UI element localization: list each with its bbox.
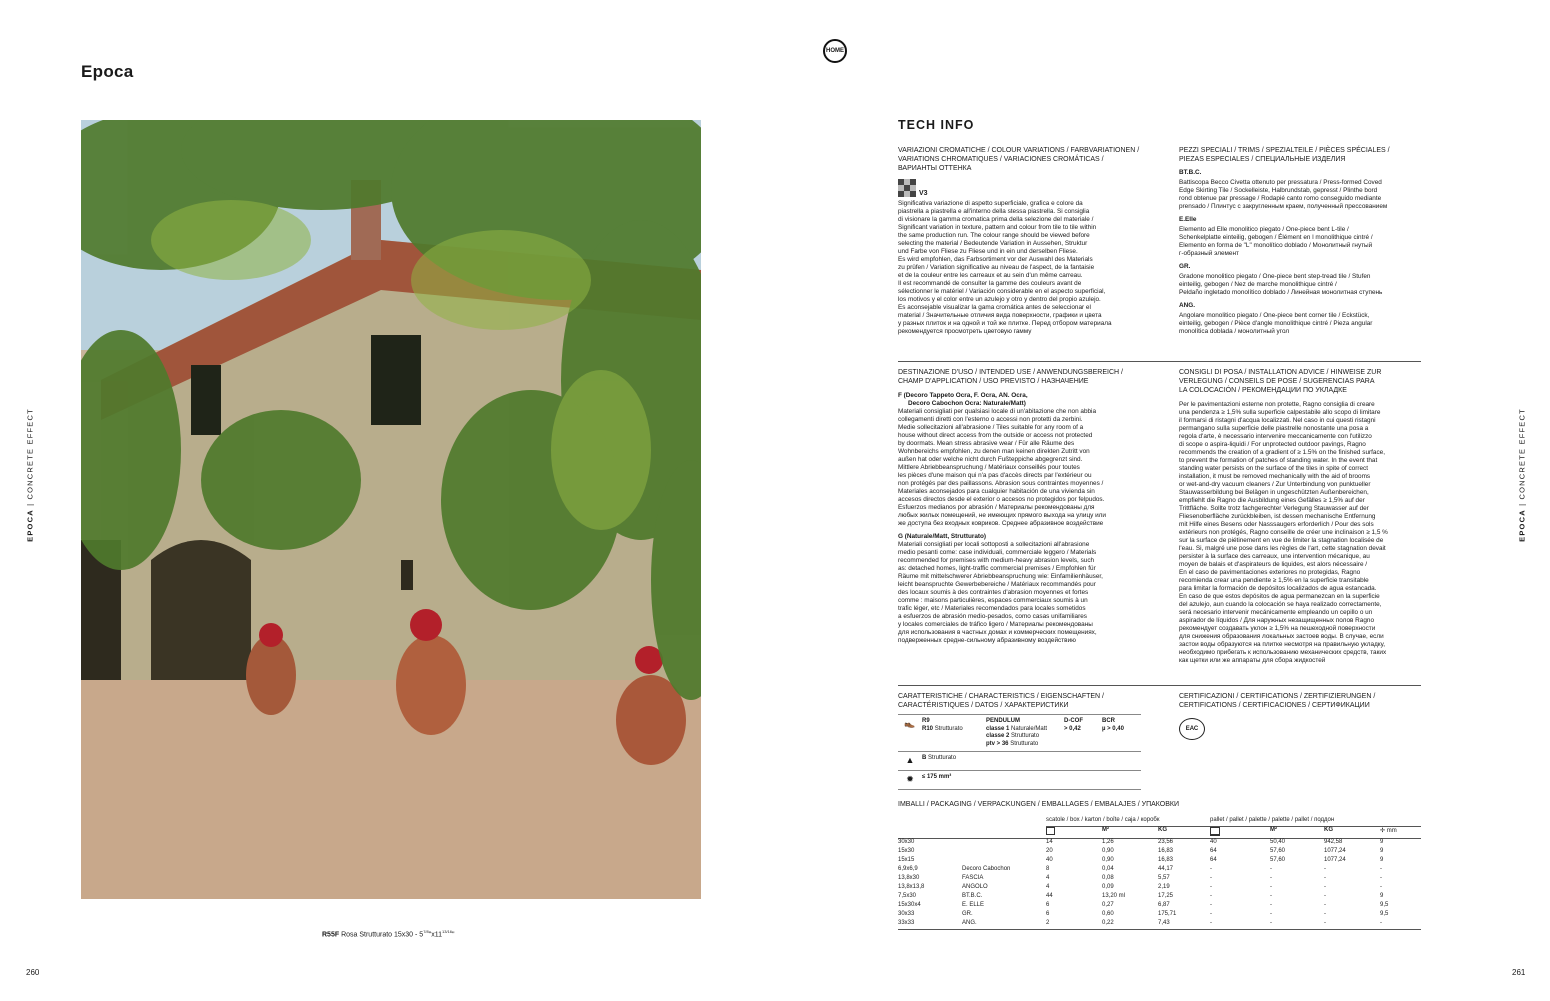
text-line: una pendenza ≥ 1,5% sulla superficie calpestabile allo scopo di limitare (1179, 409, 1381, 416)
table-cell: 13,8x30 (898, 875, 920, 881)
text-line: installation, it must be removed mechanically with the aid of brooms (1179, 473, 1371, 480)
text-line: рекомендует создавать уклон ≥ 1,5% на пешеходной поверхности (1179, 625, 1376, 632)
box-label: scatole / box / karton / boîte / caja / коробк (1046, 817, 1210, 827)
table-cell: 0,27 (1102, 902, 1114, 908)
pallet-label: pallet / pallet / palette / palette / pallet / поддон (1210, 817, 1421, 827)
side-brand: EPOCA (1517, 509, 1527, 542)
table-cell: Decoro Cabochon (962, 866, 1011, 872)
table-row (898, 902, 1421, 911)
caption-end: " (452, 931, 455, 939)
table-cell: 40 (1046, 857, 1053, 863)
text-line: persister à la surface des carreaux, une intervention mécanique, au (1179, 553, 1370, 560)
text-line: et de la couleur entre les carreaux et au sein d'un même carreau. (898, 272, 1083, 279)
table-cell: 1077,24 (1324, 848, 1346, 854)
text-line: En el caso de pavimentaciones exteriores no protegidas, Ragno (1179, 569, 1361, 576)
abrasion-row: ✹ ≤ 175 mm³ (898, 774, 1141, 786)
text-line: Materiales aconsejados para cualquier habitación de una vivienda sin (898, 488, 1095, 495)
table-cell: 13,8x13,8 (898, 884, 925, 890)
col-kg: KG (1158, 827, 1167, 833)
trims-list (1179, 169, 1424, 336)
side-category: CONCRETE EFFECT (25, 408, 35, 500)
text-line: любых жилых помещений, не имеющих прямого выхода на улицу или (898, 512, 1106, 519)
col-m2: M² (1102, 827, 1109, 833)
table-cell: 0,90 (1102, 848, 1114, 854)
b-row: ▲ B Strutturato (898, 755, 1141, 767)
text-line: los motivos y el color entre un azulejo y otro y dentro del propio azulejo. (898, 296, 1101, 303)
colour-code: V3 (919, 190, 928, 197)
table-cell: 9 (1380, 848, 1384, 854)
use-f-body (898, 408, 1143, 528)
install-header: CONSIGLI DI POSA / INSTALLATION ADVICE / HINWEISE ZUR VERLEGUNG / CONSEILS DE POSE / SUGERENCIAS PARA LA COLOCACIÓN / РЕКОМЕНДАЦИИ ПО УКЛАДКЕ (1179, 369, 1382, 394)
page-number-right: 261 (1512, 968, 1526, 977)
text-line: Il est recommandé de consulter la gamme des couleurs avant de (898, 280, 1082, 287)
trim-line: Battiscopa Becco Civetta ottenuto per pressatura / Press-formed Coved (1179, 179, 1382, 186)
colour-body (898, 200, 1148, 336)
certifications-section (1179, 692, 1424, 740)
side-label-left (20, 410, 40, 540)
trim-line: Edge Skirting Tile / Sockelleiste, Halbrundstab, gepresst / Plinthe bord (1179, 187, 1378, 194)
text-line: di visionare la gamma cromatica prima della selezione del materiale / (898, 216, 1094, 223)
table-cell: 44,17 (1158, 866, 1174, 872)
text-line: recommended for premises with medium-heavy abrasion levels, such (898, 557, 1095, 564)
table-cell: 57,60 (1270, 857, 1286, 863)
table-cell: 9 (1380, 839, 1384, 845)
table-cell (962, 839, 1046, 849)
table-cell: - (1210, 902, 1212, 908)
text-line: trafic léger, etc / Materiales recomendados para locales sometidos (898, 605, 1086, 612)
table-cell: 175,71 (1158, 911, 1177, 917)
text-line: застои воды образуются на плитке несмотря на правильную укладку, (1179, 641, 1386, 648)
text-line: extérieurs non protégés, Ragno conseille de créer une inclinaison ≥ 1,5 % (1179, 529, 1388, 536)
text-line: Significant variation in texture, pattern and colour from tile to tile within (898, 224, 1097, 231)
table-cell: - (1210, 884, 1212, 890)
caption-text: Rosa Strutturato 15x30 - 5 (341, 931, 424, 939)
trim-item (1179, 263, 1424, 297)
table-cell: 6 (1046, 902, 1050, 908)
table-cell (962, 857, 1046, 866)
trim-line: Schenkelplatte einteilig, gebogen / Élément en l monolithique cintré / (1179, 234, 1373, 241)
installation-section (1179, 368, 1424, 665)
install-body (1179, 401, 1424, 665)
table-cell: 15x30 (898, 848, 915, 854)
table-cell: 33x33 (898, 920, 915, 926)
eac-logo: ЕАС (1179, 718, 1205, 740)
text-line: außen hat oder welche nicht durch Fußteppiche abgegrenzt sind. (898, 456, 1083, 463)
trim-line: rond obtenue par pressage / Rodapié canto romo conseguido mediante (1179, 195, 1382, 202)
table-cell: 57,60 (1270, 848, 1286, 854)
table-cell: - (1380, 866, 1382, 872)
table-cell: - (1270, 893, 1272, 899)
foot-icon: ▲ (905, 755, 915, 766)
table-cell: - (1210, 911, 1212, 917)
table-cell: 0,08 (1102, 875, 1114, 881)
trim-line: Peldaño ingletado monolítico doblado / Линейная монолитная ступень (1179, 289, 1383, 296)
table-cell: 30x30 (898, 839, 915, 845)
table-cell: BT.B.C. (962, 893, 983, 899)
table-cell: 8 (1046, 866, 1050, 872)
shoe-icon: 👞 (904, 718, 916, 729)
intended-use-section (898, 368, 1143, 645)
table-cell: ANGOLO (962, 884, 988, 890)
table-cell: 4 (1046, 884, 1050, 890)
colour-header: VARIAZIONI CROMATICHE / COLOUR VARIATIONS / FARBVARIATIONEN / VARIATIONS CHROMATIQUES / VARIACIONES CROMÁTICAS / ВАРИАНТЫ ОТТЕНКА (898, 147, 1140, 172)
table-cell: - (1210, 893, 1212, 899)
table-cell: 5,57 (1158, 875, 1170, 881)
trim-line: Angolare monolitico piegato / One-piece bent corner tile / Eckstück, (1179, 312, 1370, 319)
home-label: HOME (826, 48, 844, 54)
text-line: regola d'arte, è necessario intervenire meccanicamente con l'utilizzo (1179, 433, 1372, 440)
table-cell: FASCIA (962, 875, 984, 881)
table-cell (962, 848, 1046, 857)
table-cell: - (1324, 866, 1326, 872)
text-line: же доступа без входных ковриков. Среднее абразивное воздействие (898, 520, 1104, 527)
text-line: comme : maisons particulières, espaces commerciaux soumis à un (898, 597, 1088, 604)
use-g-body (898, 541, 1143, 645)
text-line: Stauwasserbildung bei Belägen in ungeschützten Außenbereichen, (1179, 489, 1369, 496)
slip-row: 👞 R9 R10 Strutturato PENDULUM classe 1 Naturale/Matt classe 2 Strutturato ptv > 36 Strutturato D-COF > 0,42 BCR µ > 0,40 (898, 718, 1141, 748)
side-brand: EPOCA (25, 509, 35, 542)
characteristics-section (898, 692, 1141, 790)
table-cell: 40 (1210, 839, 1217, 845)
photo-caption (322, 929, 455, 938)
table-cell: - (1270, 911, 1272, 917)
trims-section (1179, 146, 1424, 336)
table-cell: - (1270, 902, 1272, 908)
table-cell: 6,87 (1158, 902, 1170, 908)
trim-line: einteilig, gebogen / Nez de marche monolithique cintré / (1179, 281, 1337, 288)
table-cell: 9,5 (1380, 902, 1389, 908)
text-line: Materiali consigliati per qualsiasi locale di un'abitazione che non abbia (898, 408, 1097, 415)
table-cell: E. ELLE (962, 902, 985, 908)
text-line: recommends the creation of a gradient of ≥ 1.5% on the finished surface, (1179, 449, 1385, 456)
table-cell: 16,83 (1158, 857, 1174, 863)
text-line: для использования в частных домах и коммерческих помещениях, (898, 629, 1097, 636)
caption-sup2: 13/16 (442, 929, 453, 934)
pallet-icon (1210, 827, 1220, 836)
text-line: Significativa variazione di aspetto superficiale, grafica e colore da (898, 200, 1083, 207)
table-cell: 44 (1046, 893, 1053, 899)
table-cell: 30x33 (898, 911, 915, 917)
text-line: piastrella a piastrella e all'interno della stessa piastrella. Si consiglia (898, 208, 1090, 215)
text-line: medio pesanti come: case individuali, commerciale leggero / Materials (898, 549, 1097, 556)
trim-line: Elemento ad Elle monolitico piegato / One-piece bent L-tile / (1179, 226, 1349, 233)
text-line: zu prüfen / Variation significative au niveau de l'aspect, de la fantaisie (898, 264, 1095, 271)
side-label-right (1512, 410, 1532, 540)
text-line: collegamenti diretti con l'esterno o accessi non protetti da zerbini. (898, 416, 1083, 423)
text-line: a esfuerzos de abrasión medio-pesados, como casas unifamiliares (898, 613, 1087, 620)
text-line: Wohnbereichs empfohlen, zu denen man keinen direkten Zutritt von (898, 448, 1090, 455)
table-cell: 0,60 (1102, 911, 1114, 917)
text-line: il formarsi di ristagni d'acqua localizzati. Nel caso in cui questi ristagni (1179, 417, 1376, 424)
table-row (898, 884, 1421, 893)
text-line: del azulejo, aun cuando la colocación se haya realizado correctamente, (1179, 601, 1382, 608)
table-cell: 2 (1046, 920, 1050, 926)
table-cell: - (1380, 884, 1382, 890)
table-cell: 15x30x4 (898, 902, 921, 908)
table-cell: 20 (1046, 848, 1053, 854)
caption-sup1: 7/8 (423, 929, 429, 934)
table-cell: 64 (1210, 848, 1217, 854)
villa-illustration (81, 120, 701, 899)
packaging-section (898, 800, 1421, 930)
caption-mid: "x11 (428, 931, 443, 939)
table-cell: 7,5x30 (898, 893, 917, 899)
text-line: di scope o aspira-liquidi / For unprotected outdoor pavings, Ragno (1179, 441, 1366, 448)
text-line: será necesario intervenir mecánicamente empleando un cepillo o un (1179, 609, 1373, 616)
table-cell: 23,56 (1158, 839, 1174, 845)
divider (898, 685, 1421, 686)
home-button[interactable] (823, 39, 847, 63)
tech-info-title: TECH INFO (898, 118, 975, 132)
table-row (898, 875, 1421, 884)
table-cell: - (1210, 866, 1212, 872)
table-cell: 16,83 (1158, 848, 1174, 854)
trim-line: monolítica doblada / монолитный угол (1179, 328, 1290, 335)
table-cell: - (1270, 875, 1272, 881)
table-cell: 50,40 (1270, 839, 1286, 845)
text-line: Esfuerzos medianos por abrasión / Материалы рекомендованы для (898, 504, 1095, 511)
table-row (898, 920, 1421, 930)
trim-item (1179, 169, 1424, 211)
text-line: material / Значительные отличия вида поверхности, графики и цвета (898, 312, 1102, 319)
table-cell: 942,58 (1324, 839, 1343, 845)
characteristics-header: CARATTERISTICHE / CHARACTERISTICS / EIGENSCHAFTEN / CARACTÉRISTIQUES / DATOS / ХАРАКТЕРИСТИКИ (898, 693, 1105, 709)
packaging-header: IMBALLI / PACKAGING / VERPACKUNGEN / EMBALLAGES / EMBALAJES / УПАКОВКИ (898, 801, 1180, 808)
table-cell: 2,19 (1158, 884, 1170, 890)
side-sep: | (1517, 499, 1527, 510)
table-row (898, 866, 1421, 875)
text-line: to prevent the formation of patches of standing water. In the event that (1179, 457, 1378, 464)
text-line: Mittlere Abriebbeanspruchung / Matériaux conseillés pour toutes (898, 464, 1080, 471)
table-cell: 1,26 (1102, 839, 1114, 845)
text-line: для снижения образования локальных застоев воды. В случае, если (1179, 633, 1384, 640)
table-cell: 4 (1046, 875, 1050, 881)
text-line: selecting the material / Bedeutende Variation in Aussehen, Struktur (898, 240, 1088, 247)
table-cell: 1077,24 (1324, 857, 1346, 863)
table-cell: 0,22 (1102, 920, 1114, 926)
text-line: подверженных средне-сильному абразивному воздействию (898, 637, 1076, 644)
table-row (898, 839, 1421, 849)
text-line: the same production run. The colour range should be viewed before (898, 232, 1090, 239)
text-line: by doormats. Mean stress abrasive wear / Für alle Räume des (898, 440, 1075, 447)
table-cell: 9 (1380, 857, 1384, 863)
table-cell: 0,04 (1102, 866, 1114, 872)
text-line: as: detached homes, light-traffic commercial premises / Empfohlen für (898, 565, 1096, 572)
text-line: leicht beanspruchte Gewerbebereiche / Matériaux recommandés pour (898, 581, 1096, 588)
colour-variation-icon (898, 179, 916, 197)
trim-line: Elemento en forma de "L" monolítico doblado / Монолитный гнутый (1179, 242, 1373, 249)
table-cell: - (1210, 875, 1212, 881)
trim-line: г-образный элемент (1179, 250, 1239, 257)
side-category: CONCRETE EFFECT (1517, 408, 1527, 500)
table-cell: 0,09 (1102, 884, 1114, 890)
table-cell: - (1324, 920, 1326, 926)
table-row (898, 893, 1421, 902)
divider (898, 361, 1421, 362)
text-line: Medie sollecitazioni all'abrasione / Tiles suitable for any room of a (898, 424, 1084, 431)
table-cell: 14 (1046, 839, 1053, 845)
table-cell: 9,5 (1380, 911, 1389, 917)
text-line: recomienda crear una pendiente ≥ 1,5% en la superficie transitable (1179, 577, 1369, 584)
text-line: l'eau. Si, malgré une pose dans les règles de l'art, cette stagnation devait (1179, 545, 1386, 552)
text-line: Es wird empfohlen, das Farbsortiment vor der Auswahl des Materials (898, 256, 1093, 263)
table-cell: ANG. (962, 920, 977, 926)
text-line: non protégés par des paillassons. Abrasion sous contraintes moyennes / (898, 480, 1104, 487)
trim-item (1179, 302, 1424, 336)
table-cell: 0,90 (1102, 857, 1114, 863)
table-cell: 17,25 (1158, 893, 1174, 899)
trims-header: PEZZI SPECIALI / TRIMS / SPEZIALTEILE / PIÈCES SPÉCIALES / PIEZAS ESPECIALES / СПЕЦИАЛЬНЫЕ ИЗДЕЛИЯ (1179, 147, 1390, 163)
text-line: sur la surface de piétinement en vue de limiter la stagnation localisée de (1179, 537, 1384, 544)
table-cell: 13,20 ml (1102, 893, 1126, 899)
trim-code: E.Elle (1179, 216, 1197, 223)
text-line: Per le pavimentazioni esterne non protette, Ragno consiglia di creare (1179, 401, 1375, 408)
trim-code: BT.B.C. (1179, 169, 1202, 176)
colour-variations-section (898, 146, 1148, 336)
table-cell: 7,43 (1158, 920, 1170, 926)
text-line: empfiehlt die Ragno die Ausbildung eines Gefälles ≥ 1,5% auf der (1179, 497, 1365, 504)
table-cell: - (1270, 866, 1272, 872)
page-number-left: 260 (26, 968, 40, 977)
trim-code: GR. (1179, 263, 1191, 270)
use-g-title: G (Naturale/Matt, Strutturato) (898, 533, 987, 540)
table-cell: 6 (1046, 911, 1050, 917)
text-line: sélectionner le matériel / Variación considerable en el aspecto superficial, (898, 288, 1106, 295)
table-cell: GR. (962, 911, 973, 917)
text-line: необходимо прибегать к использованию механических средств, таких (1179, 649, 1387, 656)
trim-item (1179, 216, 1424, 258)
table-cell: - (1380, 920, 1382, 926)
text-line: как щетки или же аппараты для сбора жидкостей (1179, 657, 1326, 664)
text-line: moyen de balais et d'aspirateurs de liquides, est alors nécessaire / (1179, 561, 1368, 568)
col-pallet-kg: KG (1324, 827, 1333, 833)
table-cell: - (1324, 893, 1326, 899)
text-line: para limitar la formación de depósitos localizados de agua estancada. (1179, 585, 1377, 592)
text-line: y locales comerciales de tráfico ligero / Материалы рекомендованы (898, 621, 1093, 628)
packaging-table (898, 817, 1421, 930)
villa-photo (81, 120, 701, 899)
col-pallet-m2: M² (1270, 827, 1277, 833)
side-sep: | (25, 499, 35, 510)
text-line: mit Hilfe eines Besens oder Nasssaugers erforderlich / Pour des sols (1179, 521, 1374, 528)
text-line: рекомендуется просмотреть цветовую гамму (898, 328, 1032, 335)
trim-line: Gradone monolitico piegato / One-piece bent step-tread tile / Stufen (1179, 273, 1371, 280)
table-cell: 9 (1380, 893, 1384, 899)
text-line: standing water persists on the surface of the tiles in spite of correct (1179, 465, 1368, 472)
table-cell: - (1210, 920, 1212, 926)
text-line: у разных плиток и на одной и той же плитке. Перед отбором материала (898, 320, 1112, 327)
caption-code: R55F (322, 931, 340, 939)
use-f-title: F (Decoro Tappeto Ocra, F. Ocra, AN. Ocra, Decoro Cabochon Ocra: Naturale/Matt) (898, 392, 1028, 407)
text-line: Materiali consigliati per locali sottoposti a sollecitazioni all'abrasione (898, 541, 1090, 548)
trim-line: prensado / Плинтус с закругленным краем, полученный прессованием (1179, 203, 1388, 210)
text-line: und Farbe von Fliese zu Fliese und in ein und derselben Fliese. (898, 248, 1078, 255)
certifications-header: CERTIFICAZIONI / CERTIFICATIONS / ZERTIFIZIERUNGEN / CERTIFICATIONS / CERTIFICACIONES / СЕРТИФИКАЦИИ (1179, 693, 1376, 709)
trim-line: einteilig, gebogen / Pièce d'angle monolithique cintré / Pieza angular (1179, 320, 1373, 327)
table-cell: - (1270, 920, 1272, 926)
text-line: Es aconsejable visualizar la gama cromática antes de seleccionar el (898, 304, 1091, 311)
table-cell: 6,9x6,9 (898, 866, 918, 872)
table-row (898, 911, 1421, 920)
table-cell: - (1324, 875, 1326, 881)
page-title: Epoca (81, 62, 134, 81)
text-line: Trittfläche. Sollte trotz fachgerechter Verlegung Stauwasser auf der (1179, 505, 1369, 512)
text-line: Räume mit mittelschwerer Abriebbeanspruchung wie: Einfamilienhäuser, (898, 573, 1103, 580)
thickness-icon: ✢ (1380, 828, 1386, 834)
text-line: or wet-and-dry vacuum cleaners / Zur Unterbindung von punktueller (1179, 481, 1371, 488)
text-line: des locaux soumis à des contraintes d'abrasion moyennes et fortes (898, 589, 1089, 596)
gear-icon: ✹ (906, 774, 914, 785)
table-row (898, 857, 1421, 866)
trim-code: ANG. (1179, 302, 1195, 309)
table-cell: - (1324, 911, 1326, 917)
text-line: permangano sulla superficie delle piastrelle nonostante una posa a (1179, 425, 1369, 432)
text-line: les pièces d'une maison qui n'a pas d'accès directs par l'extérieur ou (898, 472, 1092, 479)
table-cell: - (1324, 884, 1326, 890)
use-header: DESTINAZIONE D'USO / INTENDED USE / ANWENDUNGSBEREICH / CHAMP D'APPLICATION / USO PREVISTO / НАЗНАЧЕНИЕ (898, 369, 1123, 385)
table-cell: - (1324, 902, 1326, 908)
table-cell: 64 (1210, 857, 1217, 863)
table-row (898, 848, 1421, 857)
text-line: house without direct access from the outside or access not protected (898, 432, 1093, 439)
text-line: Fliesenoberfläche zurückbleiben, ist dessen mechanische Entfernung (1179, 513, 1376, 520)
table-cell: - (1270, 884, 1272, 890)
text-line: aspirador de líquidos / Для наружных незащищенных полов Ragno (1179, 617, 1374, 624)
col-mm: mm (1386, 828, 1397, 834)
box-icon (1046, 827, 1055, 835)
text-line: accesos directos desde el exterior o accesos no protegidos por felpudos. (898, 496, 1105, 503)
text-line: En caso de que estos depósitos de agua permanezcan en la superficie (1179, 593, 1380, 600)
table-cell: 15x15 (898, 857, 915, 863)
table-cell: - (1380, 875, 1382, 881)
